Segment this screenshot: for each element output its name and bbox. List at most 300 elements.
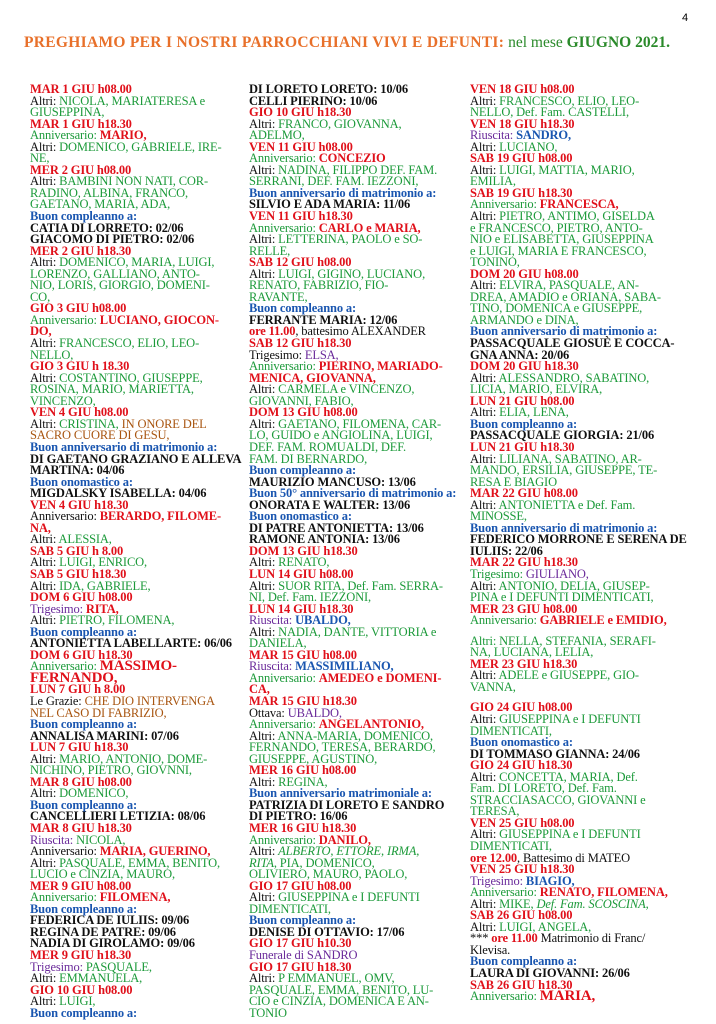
text-span: Altri: <box>30 416 60 431</box>
text-span: Buon compleanno a: <box>30 797 138 812</box>
text-span: LICIA, MARIO, ELVIRA, <box>470 382 603 397</box>
text-span: Altri: <box>470 769 500 784</box>
text-span: SUOR RITA, Def. Fam. SERRA- <box>278 578 443 593</box>
text-span: Anniversario: <box>249 151 319 166</box>
text-span: Klevisa. <box>470 942 511 957</box>
text-span: Anniversario: <box>30 509 100 524</box>
text-span: LUN 21 GIU h08.00 <box>470 393 575 408</box>
text-span: ADELE e GIUSEPPE, GIO- <box>498 668 639 683</box>
text-span: Buon anniversario di matrimonio a: <box>249 185 437 200</box>
text-span: MIKE, <box>499 896 537 911</box>
text-span: CONCEZIO <box>318 151 386 166</box>
text-span: BAMBINI NON NATI, COR- <box>59 174 208 189</box>
text-span: LUN 21 GIU h18.30 <box>470 439 575 454</box>
text-span: Altri: <box>470 578 499 593</box>
text-span: P EMMANUEL, OMV, <box>278 971 395 986</box>
text-span: ONORATA E WALTER: 13/06 <box>249 497 411 512</box>
text-span: GIUSEPPINA e I DEFUNTI <box>499 827 641 842</box>
text-span: MANDO, ERSILIA, GIUSEPPE, TE- <box>470 463 658 478</box>
text-span: MER 23 GIU h18.30 <box>470 656 578 671</box>
text-span: VEN 18 GIU h08.00 <box>470 82 575 96</box>
text-line <box>249 1005 479 1020</box>
column-1 <box>30 84 260 1019</box>
text-span: MAR 22 GIU h08.00 <box>470 486 578 501</box>
text-span: FRANCO, GIOVANNA, <box>278 116 402 131</box>
text-span: PIETRO, FILOMENA, <box>59 613 175 628</box>
text-span: AMEDEO e DOMENI- <box>318 670 442 685</box>
text-span: NE, <box>30 151 50 166</box>
column-3 <box>470 84 700 1003</box>
text-span: NEL CASO DI FABRIZIO, <box>30 705 167 720</box>
text-span: Anniversario: <box>249 670 319 685</box>
text-span: Altri: <box>470 162 500 177</box>
text-span: FILOMENA, <box>99 890 171 905</box>
text-span: Fam. DI LORETO, Def. Fam. <box>470 781 617 796</box>
text-span: DEF. FAM. ROMUALDI, DEF. <box>249 439 407 454</box>
text-span: Buon compleanno a: <box>249 301 357 316</box>
text-span: MASSIMO- <box>99 658 177 675</box>
text-span: Altri: <box>249 774 279 789</box>
text-span: DI PIETRO: 16/06 <box>249 809 348 824</box>
text-span: Altri: <box>470 370 499 385</box>
text-span: MAR 8 GIU h18.30 <box>30 821 132 835</box>
text-span: Altri: <box>249 162 279 177</box>
text-span: LETTERINA, PAOLO e SO- <box>278 232 423 247</box>
text-span: NADINA, FILIPPO DEF. FAM. <box>278 162 438 177</box>
text-line <box>470 679 700 694</box>
text-span: Altri: <box>30 786 60 801</box>
text-span: Altri: <box>470 451 500 466</box>
text-span: TINO, DOMENICA e GIUSEPPE, <box>470 301 643 316</box>
text-span: Anniversario: <box>30 890 100 905</box>
text-span: CRISTINA, <box>59 416 122 431</box>
text-span: SAB 5 GIU h 8.00 <box>30 543 124 558</box>
text-span: Altri: <box>30 994 60 1009</box>
text-span: MER 2 GIU h18.30 <box>30 243 132 258</box>
text-span: Anniversario: <box>30 312 100 327</box>
text-span: VEN 4 GIU h18.30 <box>30 497 129 512</box>
text-span: NELLA, STEFANIA, SERAFI- <box>499 633 656 648</box>
text-span: FRANCESCO, ELIO, LEO- <box>59 336 200 351</box>
text-span: ELVIRA, PASQUALE, AN- <box>499 278 639 293</box>
text-span: Anniversario: <box>30 128 100 143</box>
text-span: DOM 13 GIU h08.00 <box>249 405 358 420</box>
text-span: Anniversario: <box>249 832 319 847</box>
text-span: LUN 14 GIU h18.30 <box>249 601 354 616</box>
text-span: Buon compleanno a: <box>30 717 138 732</box>
text-span: PASQUALE, EMMA, BENITO, LU- <box>249 982 434 997</box>
text-span: GIOVANNI, FABIO, <box>249 393 354 408</box>
text-span: CHE DIO INTERVENGA <box>84 693 215 708</box>
text-span: Buon anniversario matrimoniale a: <box>249 786 432 801</box>
text-span: Anniversario: <box>249 717 319 732</box>
text-span: Ottava: <box>249 705 288 720</box>
text-span: PASSACQUALE GIOSUÈ E COCCA- <box>470 336 675 351</box>
text-span: REGINA DE PATRE: 09/06 <box>30 924 176 939</box>
text-span: MAR 15 GIU h08.00 <box>249 647 357 662</box>
text-span: Buon onomastico a: <box>30 474 133 489</box>
text-span: Trigesimo: <box>470 873 526 888</box>
text-span: NIO, LORIS, GIORGIO, DOMENI- <box>30 278 210 293</box>
text-span: NI, Def. Fam. IEZZONI, <box>249 590 372 605</box>
text-span: GABRIELE e EMIDIO, <box>539 613 667 628</box>
text-span: MAR 15 GIU h18.30 <box>249 693 357 708</box>
text-span: PATRIZIA DI LORETO E SANDRO <box>249 797 445 812</box>
text-span: ore 11.00 <box>249 324 296 339</box>
text-span: Buon anniversario di matrimonio a: <box>470 324 658 339</box>
text-span: Riuscita: <box>470 128 517 143</box>
text-span: PASSACQUALE GIORGIA: 21/06 <box>470 428 655 443</box>
text-span: Altri: <box>249 728 278 743</box>
text-span: RENATO, FABRIZIO, FIO- <box>249 278 389 293</box>
text-span: TONIO <box>249 1005 287 1020</box>
text-span: DANILO, <box>318 832 371 847</box>
text-span: GNA ANNA: 20/06 <box>470 347 570 362</box>
text-span: Buon compleanno a: <box>30 1005 138 1020</box>
text-span: SAB 12 GIU h18.30 <box>249 336 352 351</box>
text-span: GIO 10 GIU h08.00 <box>30 982 133 997</box>
text-span: LILIANA, SABATINO, AR- <box>499 451 642 466</box>
text-span: SAB 19 GIU h08.00 <box>470 151 573 166</box>
text-span: GIO 24 GIU h08.00 <box>470 700 573 715</box>
text-span: SAB 19 GIU h18.30 <box>470 185 573 200</box>
text-span: *** <box>470 931 492 946</box>
text-span: Altri: <box>249 266 279 281</box>
text-span: Riuscita: <box>249 659 296 674</box>
text-span: DANIELA, <box>249 636 307 651</box>
text-span: ADELMO, <box>249 128 305 143</box>
text-span: Altri: <box>470 633 500 648</box>
text-span: PINA e I DEFUNTI DIMENTICATI, <box>470 590 654 605</box>
text-span: Trigesimo: <box>249 347 305 362</box>
text-span: SACRO CUORE DI GESU, <box>30 428 170 443</box>
text-span: REGINA, <box>278 774 328 789</box>
text-span: , PIA, DOMENICO, <box>273 855 375 870</box>
text-span: RAVANTE, <box>249 289 308 304</box>
text-span: CATIA DI LORRETO: 02/06 <box>30 220 184 235</box>
text-line <box>30 280 260 292</box>
text-span: Riuscita: <box>30 832 77 847</box>
text-span: ALESSIA, <box>58 532 112 547</box>
text-span: DI PATRE ANTONIETTA: 13/06 <box>249 520 424 535</box>
text-span: IDA, GABRIELE, <box>59 578 151 593</box>
text-span: UBALDO, <box>287 705 342 720</box>
text-span: DIMENTICATI, <box>470 723 552 738</box>
text-span: TERESA, <box>470 804 520 819</box>
text-span: Anniversario: <box>30 659 100 674</box>
title-month: GIUGNO 2021. <box>566 34 670 51</box>
text-span: PIETRO, ANTIMO, GISELDA <box>499 209 655 224</box>
text-span: CA, <box>249 682 270 697</box>
text-span: IN ONORE DEL <box>121 416 207 431</box>
text-span: VEN 18 GIU h18.30 <box>470 116 575 131</box>
text-span: Buon compleanno a: <box>30 624 138 639</box>
text-span: LAURA DI GIOVANNI: 26/06 <box>470 966 630 981</box>
text-span: ANNALISA MARINI: 07/06 <box>30 728 179 743</box>
text-span: Altri: <box>249 624 279 639</box>
text-span: CIO e CINZIA, DOMENICA E AN- <box>249 994 429 1009</box>
text-span: PASQUALE, EMMA, BENITO, <box>59 855 220 870</box>
text-span: NA, LUCIANA, LELIA, <box>470 645 594 660</box>
text-line <box>30 511 260 523</box>
text-span: Altri: <box>470 896 500 911</box>
text-span: ANTONIO, DELIA, GIUSEP- <box>498 578 650 593</box>
text-span: MER 23 GIU h08.00 <box>470 601 578 616</box>
text-span: Altri: <box>249 416 279 431</box>
text-span: MARIO, ANTONIO, DOME- <box>59 751 208 766</box>
text-span: Altri: <box>249 555 279 570</box>
text-span: GIACOMO DI PIETRO: 02/06 <box>30 232 195 247</box>
text-span: LUN 7 GIU h18.30 <box>30 740 129 755</box>
text-span: ANTONIETTA e Def. Fam. <box>498 497 636 512</box>
text-span: Altri: <box>470 919 500 934</box>
text-span: DREA, AMADIO e ORIANA, SABA- <box>470 289 661 304</box>
text-span: ore 11.00 <box>491 931 538 946</box>
text-span: Altri: <box>470 209 500 224</box>
text-span: RESA E BIAGIO <box>470 474 557 489</box>
text-span: Altri: <box>249 232 279 247</box>
text-span: Altri: <box>30 93 60 108</box>
text-span: DIMENTICATI, <box>470 839 552 853</box>
text-span: MENICA, GIOVANNA, <box>249 370 376 385</box>
text-span: GAETANO, FILOMENA, CAR- <box>278 416 442 431</box>
text-span: GIO 17 GIU h08.00 <box>249 878 352 893</box>
text-span: NA, <box>30 520 51 535</box>
page-title <box>24 33 704 53</box>
text-span: Buon compleanno a: <box>249 913 357 928</box>
text-span: Trigesimo: <box>470 566 526 581</box>
text-span: FERNANDO, <box>30 669 118 686</box>
page-number: 4 <box>682 12 689 24</box>
text-span: GIO 3 GIU h08.00 <box>30 301 127 316</box>
text-span: Le Grazie: <box>30 693 85 708</box>
text-span: Altri: <box>30 532 59 547</box>
text-span: Altri: <box>30 370 60 385</box>
text-span: Anniversario: <box>470 197 540 212</box>
text-span: Altri: <box>30 613 60 628</box>
text-span: , Battesimo di MATEO <box>517 850 630 865</box>
text-span: GIO 17 GIU h10.30 <box>249 936 352 951</box>
text-span: CANCELLIERI LETIZIA: 08/06 <box>30 809 206 824</box>
text-span: Altri: <box>30 578 60 593</box>
text-span: GIUSEPPINA e I DEFUNTI <box>278 890 420 905</box>
text-span: , battesimo ALEXANDER <box>295 324 426 339</box>
text-span: CARLO e MARIA, <box>318 220 421 235</box>
text-span: DOMENICO, MARIA, LUIGI, <box>59 255 215 270</box>
text-line <box>470 615 700 627</box>
text-line <box>30 139 260 154</box>
text-span: Altri: <box>470 93 500 108</box>
text-span: MIGDALSKY ISABELLA: 04/06 <box>30 486 207 501</box>
text-span: Altri: <box>30 555 60 570</box>
text-span: Buon 50° anniversario di matrimonio a: <box>249 486 457 501</box>
text-span: PASQUALE, <box>85 959 152 974</box>
text-span: VEN 25 GIU h18.30 <box>470 862 575 877</box>
text-span: DOMENICO, GABRIELE, IRE- <box>59 139 222 154</box>
text-span: BERARDO, FILOME- <box>99 509 221 524</box>
text-span: LUIGI, ANGELA, <box>499 919 592 934</box>
text-span: RENATO, <box>278 555 330 570</box>
text-span: GIO 24 GIU h18.30 <box>470 758 573 773</box>
text-span: Altri: <box>470 668 499 683</box>
text-span: Anniversario: <box>470 613 540 628</box>
text-span: COSTANTINO, GIUSEPPE, <box>59 370 203 385</box>
text-span: RITA <box>249 855 274 870</box>
text-span: MAR 8 GIU h08.00 <box>30 774 132 789</box>
text-span: RAMONE ANTONIA: 13/06 <box>249 532 400 547</box>
text-span: SAB 26 GIU h08.00 <box>470 908 573 923</box>
text-span: LORENZO, GALLIANO, ANTO- <box>30 266 200 281</box>
text-span: DO, <box>30 324 52 339</box>
text-span: Funerale di SANDRO <box>249 948 358 963</box>
text-span: SANDRO, <box>516 128 571 143</box>
text-span: Altri: <box>30 255 60 270</box>
text-span: Altri: <box>470 711 500 726</box>
text-span: e FRANCESCO, PIETRO, ANTO- <box>470 220 643 235</box>
text-span: Altri: <box>249 578 279 593</box>
text-span: GIUSEPPINA e I DEFUNTI <box>499 711 641 726</box>
text-span: DOM 20 GIU h18.30 <box>470 359 579 374</box>
text-span: Def. Fam. SCOSCINA, <box>536 896 649 911</box>
text-span: NICOLA, <box>76 832 126 847</box>
text-span: Trigesimo: <box>30 959 86 974</box>
text-span: MARTINA: 04/06 <box>30 463 125 478</box>
text-span: EMMANUELA, <box>59 971 143 986</box>
text-span: DOMENICO, <box>59 786 129 801</box>
text-span: MAR 22 GIU h18.30 <box>470 555 578 570</box>
text-span: SAB 26 GIU h18.30 <box>470 977 573 992</box>
text-span: FAM. DI BERNARDO, <box>249 451 368 466</box>
text-span: Anniversario: <box>249 220 319 235</box>
text-span: ANGELANTONIO, <box>318 717 424 732</box>
text-span: MER 16 GIU h08.00 <box>249 763 357 778</box>
text-span: ELIA, LENA, <box>499 405 569 420</box>
text-span: NIO e ELISABETTA, GIUSEPPINA <box>470 232 654 247</box>
text-span: LUN 7 GIU h 8.00 <box>30 682 126 697</box>
text-span: FERRANTE MARIA: 12/06 <box>249 312 398 327</box>
text-span: FEDERICA DE IULIIS: 09/06 <box>30 913 190 928</box>
text-span: FRANCESCO, ELIO, LEO- <box>499 93 640 108</box>
text-span: SERRANI, DEF. FAM. IEZZONI, <box>249 174 419 189</box>
text-span: LUCIO e CINZIA, MAURO, <box>30 867 175 882</box>
text-span: Matrimonio di Franc/ <box>537 931 646 946</box>
text-span: ANTONIETTA LABELLARTE: 06/06 <box>30 636 232 651</box>
text-span: CELLI PIERINO: 10/06 <box>249 93 378 108</box>
text-span: ARMANDO e DINA, <box>470 312 579 327</box>
text-span: NADIA DI GIROLAMO: 09/06 <box>30 936 195 951</box>
text-span: GIO 10 GIU h18.30 <box>249 105 352 120</box>
text-span: VEN 11 GIU h18.30 <box>249 209 353 224</box>
text-span: Riuscita: <box>249 613 296 628</box>
text-span: LUN 14 GIU h08.00 <box>249 566 354 581</box>
text-span: MARIO, <box>99 128 147 143</box>
text-span: NICHINO, PIETRO, GIOVNNI, <box>30 763 192 778</box>
text-span: MASSIMILIANO, <box>295 659 394 674</box>
text-span: ALBERTO, ETTORE, IRMA, <box>278 844 420 859</box>
text-span: VINCENZO, <box>30 393 96 408</box>
text-span: CO, <box>30 289 51 304</box>
text-line <box>30 1005 260 1020</box>
text-span: Altri: <box>30 336 60 351</box>
text-line <box>30 312 260 327</box>
text-span: Altri: <box>470 405 500 420</box>
text-span: DOM 6 GIU h08.00 <box>30 590 133 605</box>
text-span: UBALDO, <box>295 613 351 628</box>
text-span: Altri: <box>249 890 279 905</box>
text-span: GIUSEPPINA, <box>30 105 105 120</box>
text-span: Altri: <box>30 139 60 154</box>
text-span: Buon anniversario di matrimonio a: <box>470 520 658 535</box>
text-span: MER 16 GIU h18.30 <box>249 821 357 835</box>
text-span: Buon onomastico a: <box>470 735 573 750</box>
text-span: Trigesimo: <box>30 601 86 616</box>
text-span: BIAGIO, <box>525 873 575 888</box>
text-span: Altri: <box>470 497 499 512</box>
text-span: EMILIA, <box>470 174 516 189</box>
text-span: Altri: <box>249 382 279 397</box>
text-span: Buon compleanno a: <box>249 463 357 478</box>
text-span: SILVIO E ADA MARIA: 11/06 <box>249 197 411 212</box>
text-span: GAETANO, MARIA, ADA, <box>30 197 171 212</box>
text-span: STRACCIASACCO, GIOVANNI e <box>470 792 646 807</box>
text-span: Altri: <box>470 139 500 154</box>
text-span: VANNA, <box>470 679 516 694</box>
text-span: RITA, <box>85 601 119 616</box>
text-span: Anniversario: <box>470 989 540 1004</box>
text-span: RADINO, ALBINA, FRANCO, <box>30 185 189 200</box>
text-span: LUCIANO, <box>499 139 558 154</box>
text-span: FERNANDO, TERESA, BERARDO, <box>249 740 436 755</box>
text-span: NELLO, <box>30 347 74 362</box>
text-span: Buon compleanno a: <box>470 416 578 431</box>
text-span: OLIVIERO, MAURO, PAOLO, <box>249 867 408 882</box>
text-span: DOM 20 GIU h08.00 <box>470 266 579 281</box>
text-span: Buon compleanno a: <box>30 209 138 224</box>
text-span: FRANCESCA, <box>539 197 619 212</box>
text-span: Anniversario: <box>30 844 100 859</box>
text-span: LUIGI, MATTIA, MARIO, <box>499 162 635 177</box>
text-span: Anniversario: <box>249 359 319 374</box>
text-span: Anniversario: <box>470 885 540 900</box>
text-span: RELLE, <box>249 243 291 258</box>
text-span: NELLO, Def. Fam. CASTELLI, <box>470 105 629 120</box>
text-span: Altri: <box>30 971 60 986</box>
text-span: DI LORETO LORETO: 10/06 <box>249 82 408 96</box>
text-span: DI TOMMASO GIANNA: 24/06 <box>470 746 640 761</box>
text-span: MER 9 GIU h18.30 <box>30 948 132 963</box>
text-span: NICOLA, MARIATERESA e <box>59 93 205 108</box>
text-span: e LUIGI, MARIA E FRANCESCO, <box>470 243 647 258</box>
text-span: DIMENTICATI, <box>249 901 331 916</box>
text-span: ROSINA, MARIO, MARIETTA, <box>30 382 194 397</box>
text-span: CARMELA e VINCENZO, <box>278 382 415 397</box>
text-span: MARIA, GUERINO, <box>99 844 211 859</box>
text-span: DOM 6 GIU h18.30 <box>30 647 133 662</box>
text-span: Buon compleanno a: <box>470 954 578 969</box>
text-span: GIO 3 GIU h 18.30 <box>30 359 130 374</box>
text-span: Buon compleanno a: <box>30 901 138 916</box>
text-span: LUIGI, <box>59 994 96 1009</box>
text-span: MARIA, <box>539 988 596 1005</box>
text-span: CONCETTA, MARIA, Def. <box>499 769 638 784</box>
text-span: LUCIANO, GIOCON- <box>99 312 219 327</box>
text-span: MER 9 GIU h08.00 <box>30 878 132 893</box>
text-span: Altri: <box>470 827 500 842</box>
text-span: ANNA-MARIA, DOMENICO, <box>277 728 433 743</box>
text-span: LO, GUIDO e ANGIOLINA, LUIGI, <box>249 428 433 443</box>
text-span: ELSA, <box>304 347 339 362</box>
text-span: NADIA, DANTE, VITTORIA e <box>278 624 437 639</box>
